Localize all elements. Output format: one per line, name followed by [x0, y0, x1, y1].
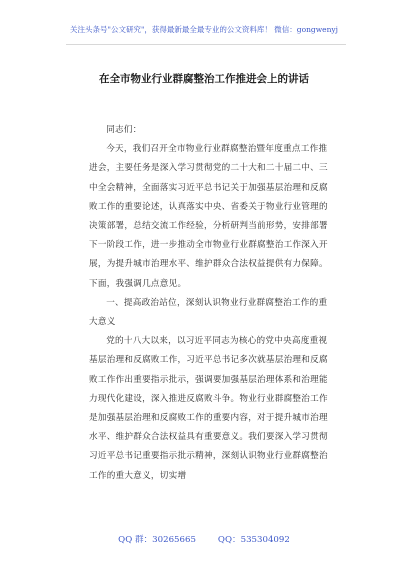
header-divider [66, 44, 346, 45]
paragraph-body: 党的十八大以来，以习近平同志为核心的党中央高度重视基层治理和反腐败工作，习近平总书记多次就基层治理和反腐败工作作出重要指示批示，强调要加强基层治理体系和治理能力现代化建设，深入推进反腐败斗争。物业行业群腐整治工作是加强基层治理和反腐败工作的重要内容，对于提升城市治理水平、维护群众合法权益具有重要意义。我们要深入学习贯彻习近平总书记重要指示批示精神，深刻认识物业行业群腐整治工作的重大意义，切实增 [89, 336, 328, 481]
document-body [89, 121, 329, 486]
footer-qq: QQ：535304092 [217, 535, 290, 545]
paragraph-intro: 今天，我们召开全市物业行业群腐整治暨年度重点工作推进会，主要任务是深入学习贯彻党的二十大和二十届二中、三中全会精神，全面落实习近平总书记关于加强基层治理和反腐败工作的重要论述，认真落实中央、省委关于物业行业管理的决策部署，总结交流工作经验，分析研判当前形势，安排部署下一阶段工作，进一步推动全市物业行业群腐整治工作深入开展，为提升城市治理水平、维护群众合法权益提供有力保障。下面，我强调几点意见。 [89, 144, 328, 289]
section-heading-1: 一、提高政治站位，深刻认识物业行业群腐整治工作的重大意义 [89, 297, 328, 328]
salutation: 同志们： [106, 125, 142, 135]
footer-contact [0, 533, 408, 545]
header-banner: 关注头条号"公文研究"，获得最新最全最专业的公文资料库！ 微信：gongwenyj [70, 25, 338, 34]
footer-qq-group: QQ 群：30265665 [118, 535, 196, 545]
document-title: 在全市物业行业群腐整治工作推进会上的讲话 [99, 73, 309, 85]
